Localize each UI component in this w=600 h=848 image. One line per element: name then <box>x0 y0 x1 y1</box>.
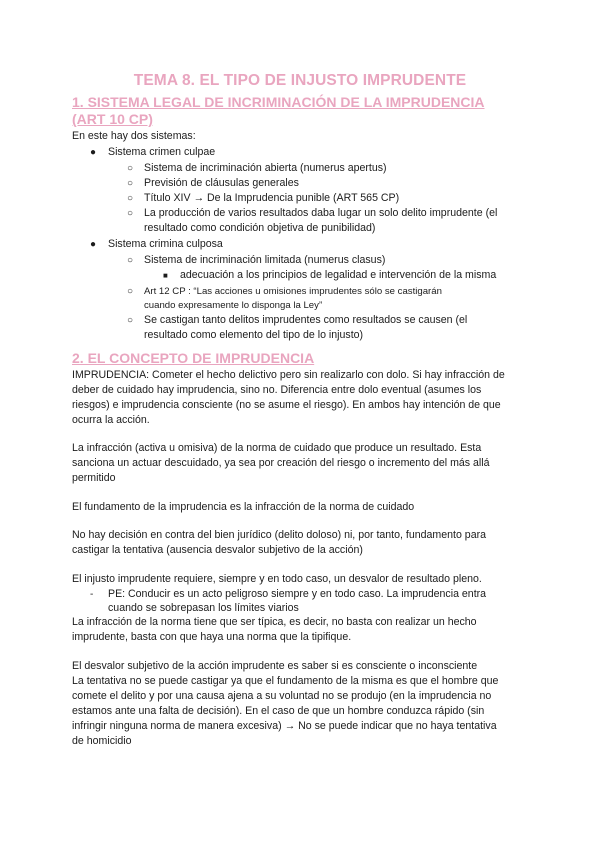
square-bullet-icon: ■ <box>163 271 168 280</box>
list-item: adecuación a los principios de legalidad e intervención de la misma <box>180 269 497 281</box>
section-1-heading-cont: (ART 10 CP) <box>72 111 153 127</box>
circle-bullet-icon: ○ <box>127 178 134 189</box>
circle-bullet-icon: ○ <box>127 208 134 219</box>
paragraph-line: castigar la tentativa (ausencia desvalor subjetivo de la acción) <box>72 544 363 556</box>
paragraph-line: estamos ante una falta de decisión). En el caso de que un hombre conduzca rápido (sin <box>72 705 485 717</box>
paragraph-line: deber de cuidado hay imprudencia, sino no. Diferencia entre dolo eventual (asumes los <box>72 384 482 396</box>
paragraph-line: sanciona un actuar descuidado, ya sea por creación del riesgo o incremento del más allá <box>72 457 490 469</box>
circle-bullet-icon: ○ <box>127 286 134 297</box>
paragraph-line: La tentativa no se puede castigar ya que el fundamento de la misma es que el hombre que <box>72 675 499 687</box>
list-item: Sistema de incriminación limitada (numerus clasus) <box>144 254 386 266</box>
list-item-cont: cuando se sobrepasan los límites viarios <box>108 602 299 614</box>
list-item-cont: cuando expresamente lo disponga la Ley” <box>144 300 323 311</box>
list-item: Previsión de cláusulas generales <box>144 177 299 189</box>
list-item: Título XIV → De la Imprudencia punible (ART 565 CP) <box>144 192 400 204</box>
paragraph-line: El fundamento de la imprudencia es la infracción de la norma de cuidado <box>72 501 415 513</box>
list-item-culpae: Sistema crimen culpae <box>108 146 216 158</box>
paragraph-line: imprudente, basta con que haya una norma que la tipifique. <box>72 631 352 643</box>
page-title: TEMA 8. EL TIPO DE INJUSTO IMPRUDENTE <box>133 72 467 89</box>
paragraph-line: El desvalor subjetivo de la acción imprudente es saber si es consciente o inconsciente <box>72 660 478 672</box>
section-1-intro: En este hay dos sistemas: <box>72 130 196 142</box>
list-item: Sistema de incriminación abierta (numerus apertus) <box>144 162 387 174</box>
paragraph-line: riesgos) e imprudencia consciente (no se asume el riesgo). En ambos hay intención de que <box>72 399 501 411</box>
paragraph-line: IMPRUDENCIA: Cometer el hecho delictivo pero sin realizarlo con dolo. Si hay infracción de <box>72 369 505 381</box>
list-item: Se castigan tanto delitos imprudentes como resultados se causen (el <box>144 314 468 326</box>
paragraph-line: infringir ninguna norma de manera excesiva) → No se puede indicar que no haya tentativa <box>72 720 497 732</box>
circle-bullet-icon: ○ <box>127 315 134 326</box>
paragraph-line: permitido <box>72 472 116 484</box>
paragraph-line: No hay decisión en contra del bien jurídico (delito doloso) ni, por tanto, fundamento para <box>72 529 486 541</box>
list-item: Art 12 CP : “Las acciones u omisiones imprudentes sólo se castigarán <box>144 286 442 297</box>
paragraph-line: de homicidio <box>72 735 132 747</box>
list-item-culposa: Sistema crimina culposa <box>108 238 223 250</box>
paragraph-line: ocurra la acción. <box>72 414 150 426</box>
circle-bullet-icon: ○ <box>127 163 134 174</box>
paragraph-line: La infracción (activa u omisiva) de la norma de cuidado que produce un resultado. Esta <box>72 442 482 454</box>
list-item: PE: Conducir es un acto peligroso siempre y en todo caso. La imprudencia entra <box>108 588 487 600</box>
paragraph-line: El injusto imprudente requiere, siempre y en todo caso, un desvalor de resultado pleno. <box>72 573 482 585</box>
circle-bullet-icon: ○ <box>127 255 134 266</box>
dash-bullet-icon: - <box>90 589 94 600</box>
section-1-heading: 1. SISTEMA LEGAL DE INCRIMINACIÓN DE LA IMPRUDENCIA <box>72 94 485 110</box>
list-item-cont: resultado como condición objetiva de punibilidad) <box>144 222 376 234</box>
bullet-icon: ● <box>90 147 97 158</box>
paragraph-line: La infracción de la norma tiene que ser típica, es decir, no basta con realizar un hecho <box>72 616 477 628</box>
list-item-cont: resultado como elemento del tipo de lo injusto) <box>144 329 364 341</box>
bullet-icon: ● <box>90 239 97 250</box>
list-item: La producción de varios resultados daba lugar un solo delito imprudente (el <box>144 207 498 219</box>
paragraph-line: comete el delito y por una causa ajena a su voluntad no se produjo (en la imprudencia no <box>72 690 492 702</box>
section-2-heading: 2. EL CONCEPTO DE IMPRUDENCIA <box>72 350 315 366</box>
circle-bullet-icon: ○ <box>127 193 134 204</box>
